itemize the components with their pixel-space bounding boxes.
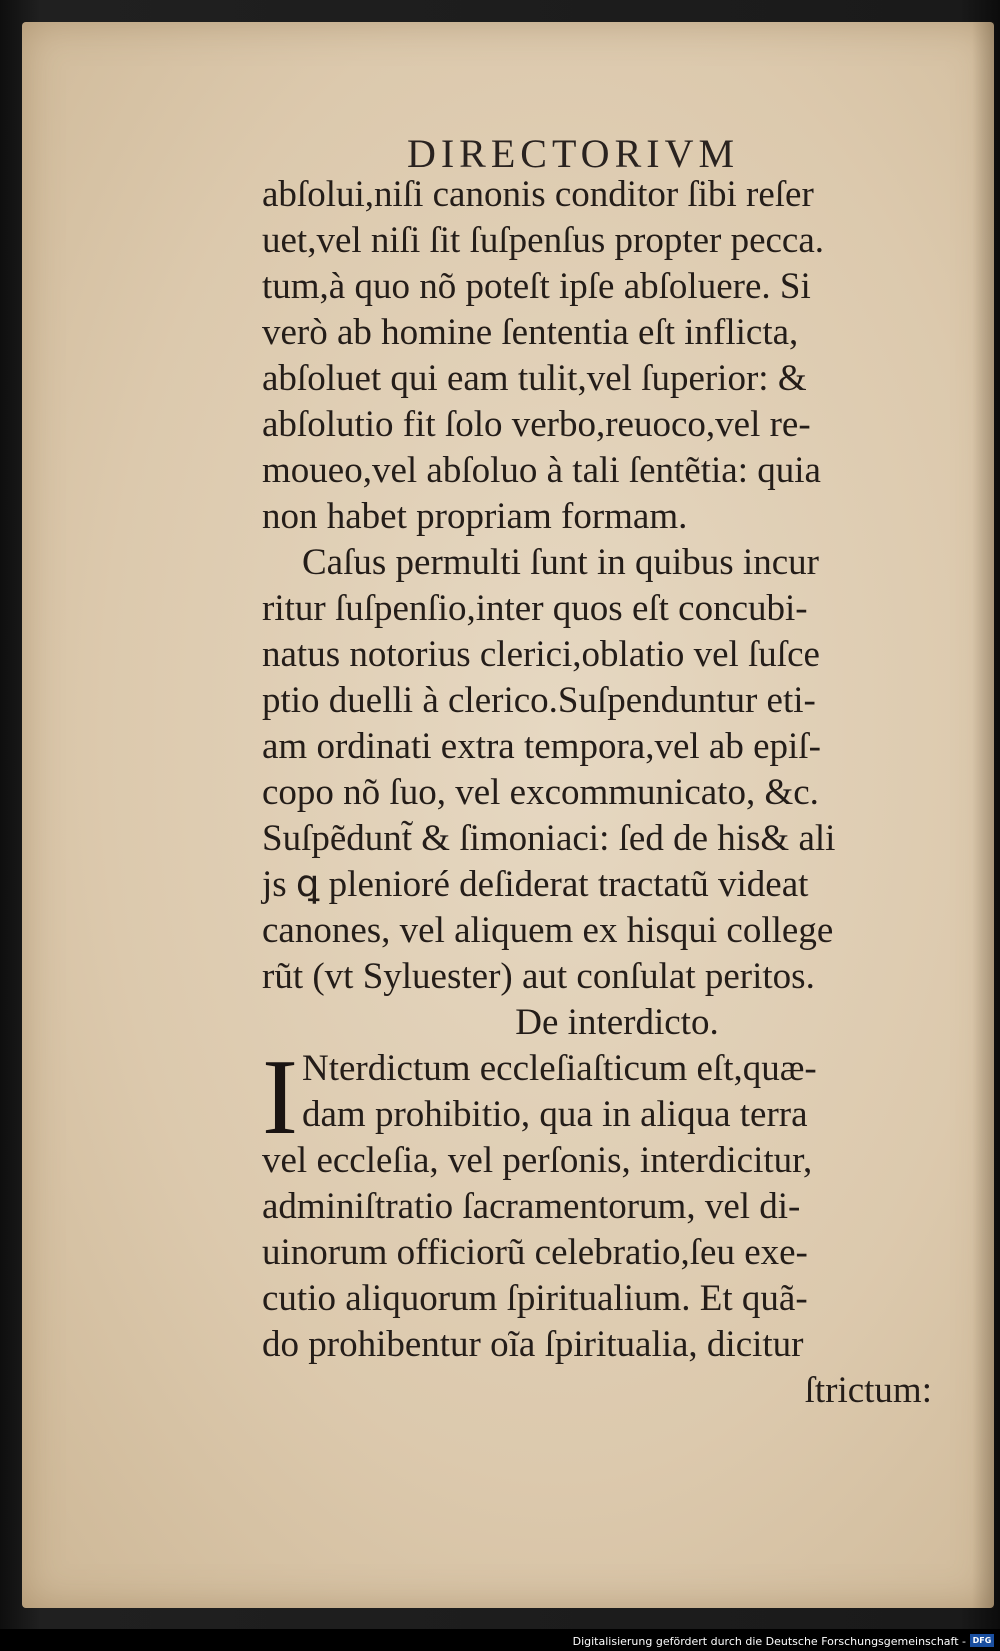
text-line: abſolui,niſi canonis conditor ſibi reſer [262,174,814,215]
text-line: abſolutio fit ſolo verbo,reuoco,vel re- [262,404,811,445]
text-line: non habet propriam formam. [262,496,688,537]
text-line: uinorum officiorũ celebratio,ſeu exe- [262,1232,808,1273]
funding-credit: Digitalisierung gefördert durch die Deutsche Forschungsgemeinschaft - [572,1635,966,1648]
paragraph-casus [262,540,942,1000]
text-line: am ordinati extra tempora,vel ab epiſ- [262,726,821,767]
running-head: DIRECTORIVM [406,131,740,176]
paragraph-absolution [262,172,942,540]
text-block [262,172,942,1414]
text-line: vel eccleſia, vel perſonis, interdicitur, [262,1140,813,1181]
text-line: rũt (vt Syluester) aut conſulat peritos. [262,956,815,997]
section-heading: De interdicto. [515,1002,719,1043]
text-line: adminiſtratio ſacramentorum, vel di- [262,1186,801,1227]
footer-bar [0,1629,1000,1651]
text-line: js ꝗ plenioré deſiderat tractatũ videat [262,864,809,905]
page-edge-shadow [972,22,994,1608]
text-line: dam prohibitio, qua in aliqua terra [302,1094,808,1135]
text-line: abſoluet qui eam tulit,vel ſuperior: & [262,358,807,399]
dfg-logo-icon: DFG [970,1634,994,1647]
text-line: Caſus permulti ſunt in quibus incur [302,542,819,583]
text-line: ritur ſuſpenſio,inter quos eſt concubi- [262,588,808,629]
text-line: ptio duelli à clerico.Suſpenduntur eti- [262,680,816,721]
text-line: uet,vel niſi ſit ſuſpenſus propter pecca. [262,220,825,261]
text-line: canones, vel aliquem ex hisqui college [262,910,834,951]
text-line: cutio aliquorum ſpiritualium. Et quã- [262,1278,808,1319]
text-line: Suſpẽdunt̃ & ſimoniaci: ſed de his& ali [262,818,836,859]
paragraph-interdictum [262,1038,942,1368]
text-line: Nterdictum eccleſiaſticum eſt,quæ- [302,1048,817,1089]
text-line: moueo,vel abſoluo à tali ſentẽtia: quia [262,450,821,491]
catchword: ſtrictum: [804,1370,932,1411]
text-line: verò ab homine ſententia eſt inflicta, [262,312,799,353]
text-line: tum,à quo nõ poteſt ipſe abſoluere. Si [262,266,811,307]
text-line: copo nõ ſuo, vel excommunicato, &c. [262,772,819,813]
text-line: natus notorius clerici,oblatio vel ſuſce [262,634,820,675]
drop-initial: I [262,1038,298,1157]
text-line: do prohibentur oĩa ſpiritualia, dicitur [262,1324,804,1365]
